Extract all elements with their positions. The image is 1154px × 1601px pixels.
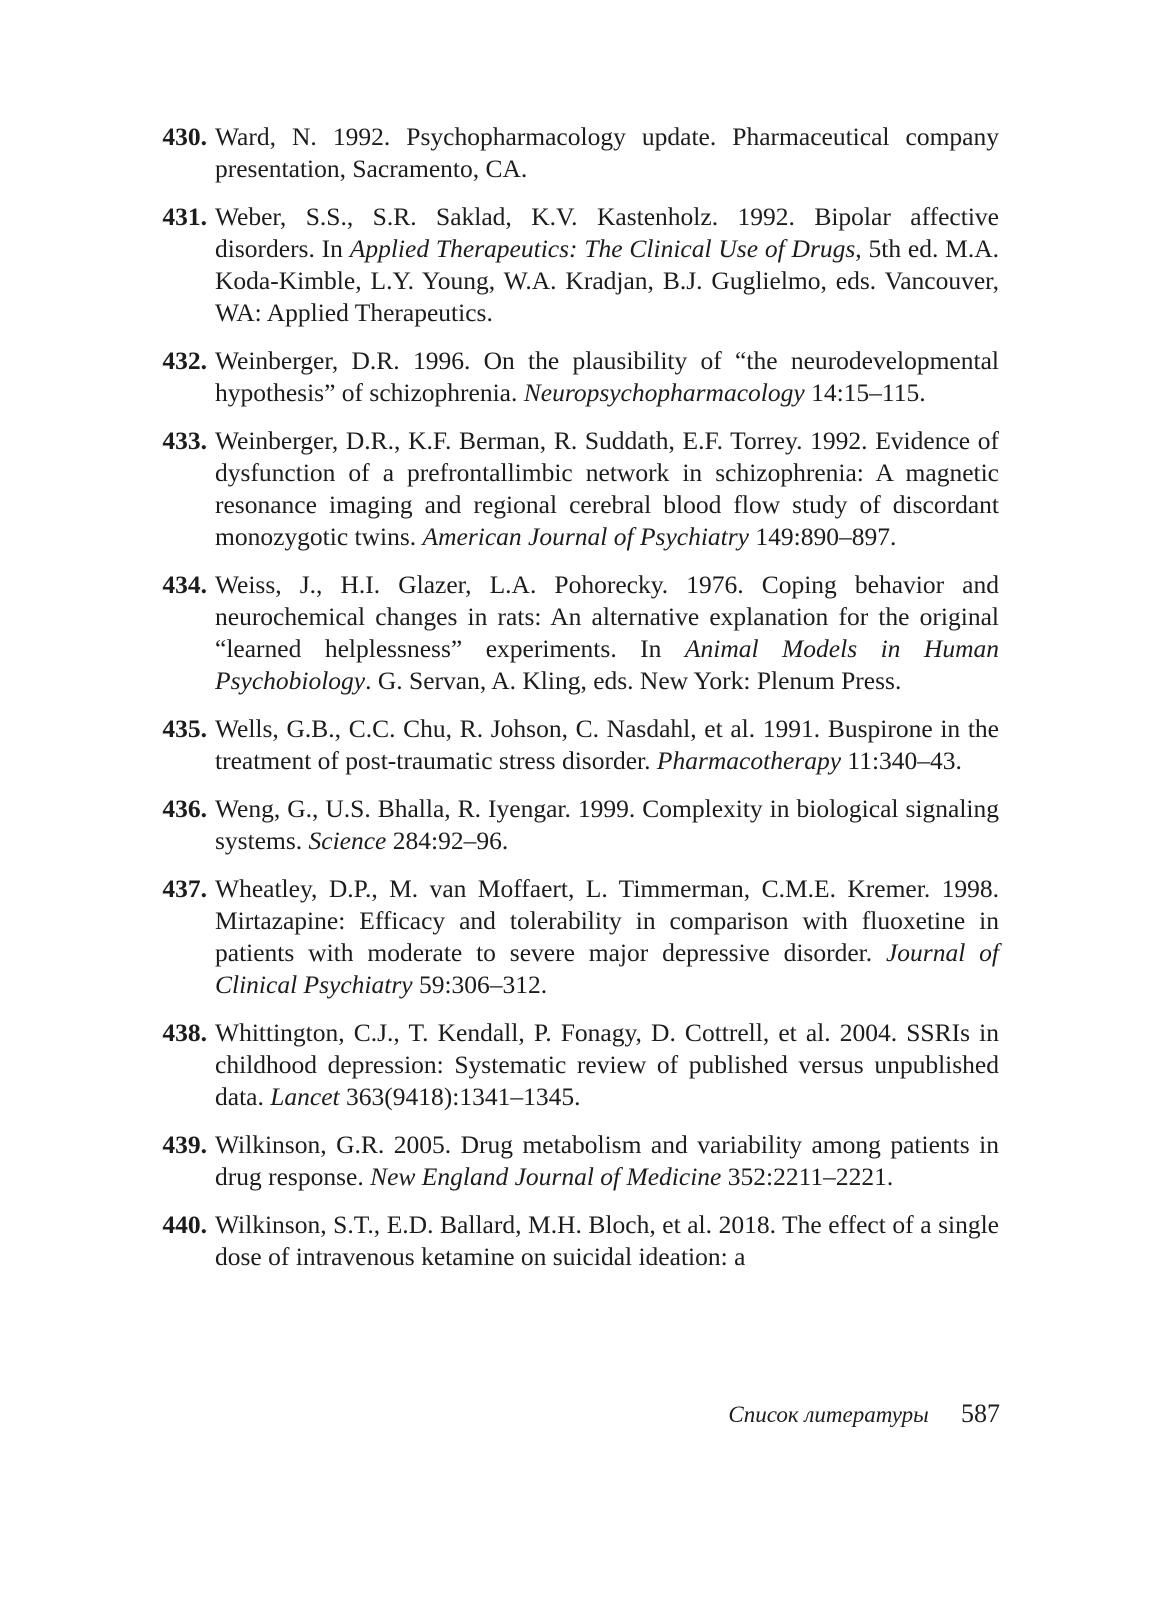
reference-entry [147, 713, 999, 777]
reference-text-segment: 363(9418):1341–1345. [339, 1082, 581, 1111]
reference-text-segment: Weinberger, D.R. 1996. On the plausibility of “the neurodevelopmental hypothesis” of schizophrenia. [215, 346, 999, 407]
running-title: Список литературы [728, 1402, 929, 1427]
reference-entry [147, 1017, 999, 1113]
reference-text-segment: Wilkinson, S.T., E.D. Ballard, M.H. Bloch, et al. 2018. The effect of a single dose of intravenous ketamine on suicidal ideation: a [215, 1210, 999, 1271]
reference-text-segment: 59:306–312. [412, 970, 548, 999]
reference-text [215, 713, 999, 777]
reference-text-segment: 352:2211–2221. [721, 1162, 894, 1191]
reference-text-segment: , 5th ed. M.A. Koda-Kimble, L.Y. Young, W.A. Kradjan, B.J. Guglielmo, eds. Vancouver, WA: Applied Therapeutics. [215, 234, 999, 327]
reference-source-title: Applied Therapeutics: The Clinical Use of Drugs [349, 234, 856, 263]
reference-text-segment: Wheatley, D.P., M. van Moffaert, L. Timmerman, C.M.E. Kremer. 1998. Mirtazapine: Efficacy and tolerability in comparison with fluoxetine in patients with moderate to severe major depressive disorder. [215, 874, 999, 967]
reference-number: 440. [162, 1210, 207, 1239]
reference-number: 433. [162, 426, 207, 455]
reference-text-segment: Weinberger, D.R., K.F. Berman, R. Suddath, E.F. Torrey. 1992. Evidence of dysfunction of a prefrontallimbic network in schizophrenia: A magnetic resonance imaging and regional cerebral blood flow study of discordant monozygotic twins. [215, 426, 999, 551]
reference-number: 436. [162, 794, 207, 823]
reference-text-segment: 149:890–897. [749, 522, 897, 551]
page-number: 587 [961, 1399, 1000, 1428]
reference-source-title: Lancet [270, 1082, 340, 1111]
reference-text-segment: 11:340–43. [841, 746, 962, 775]
reference-source-title: New England Journal of Medicine [370, 1162, 722, 1191]
reference-source-title: Journal of Clinical Psychiatry [215, 938, 999, 999]
reference-text-segment: Ward, N. 1992. Psychopharmacology update. Pharmaceutical company presentation, Sacramento, CA. [215, 122, 999, 183]
reference-entry [147, 793, 999, 857]
reference-entry [147, 1209, 999, 1273]
reference-number: 437. [162, 874, 207, 903]
reference-text-segment: 284:92–96. [386, 826, 509, 855]
reference-text [215, 873, 999, 1001]
reference-entry [147, 873, 999, 1001]
reference-text [215, 425, 999, 553]
reference-text [215, 1209, 999, 1273]
reference-source-title: Science [308, 826, 387, 855]
reference-number: 439. [162, 1130, 207, 1159]
reference-text-segment: Whittington, C.J., T. Kendall, P. Fonagy, D. Cottrell, et al. 2004. SSRIs in childhood depression: Systematic review of published versus unpublished data. [215, 1018, 999, 1111]
reference-number: 438. [162, 1018, 207, 1047]
reference-entry [147, 345, 999, 409]
reference-number: 435. [162, 714, 207, 743]
reference-text-segment: 14:15–115. [804, 378, 926, 407]
reference-list [147, 121, 999, 1289]
reference-text [215, 345, 999, 409]
reference-text-segment: . G. Servan, A. Kling, eds. New York: Plenum Press. [365, 666, 902, 695]
reference-text [215, 1129, 999, 1193]
reference-source-title: Neuropsychopharmacology [523, 378, 805, 407]
reference-text [215, 201, 999, 329]
reference-entry [147, 425, 999, 553]
reference-text-segment: Wilkinson, G.R. 2005. Drug metabolism and variability among patients in drug response. [215, 1130, 999, 1191]
reference-entry [147, 121, 999, 185]
reference-text-segment: Weiss, J., H.I. Glazer, L.A. Pohorecky. 1976. Coping behavior and neurochemical changes in rats: An alternative explanation for the original “learned helplessness” experiments. In [215, 570, 999, 663]
reference-number: 432. [162, 346, 207, 375]
reference-text-segment: Weng, G., U.S. Bhalla, R. Iyengar. 1999. Complexity in biological signaling systems. [215, 794, 999, 855]
reference-text [215, 793, 999, 857]
reference-entry [147, 201, 999, 329]
reference-source-title: American Journal of Psychiatry [422, 522, 750, 551]
reference-entry [147, 569, 999, 697]
reference-number: 434. [162, 570, 207, 599]
reference-text [215, 1017, 999, 1113]
reference-entry [147, 1129, 999, 1193]
reference-text-segment: Weber, S.S., S.R. Saklad, K.V. Kastenholz. 1992. Bipolar affective disorders. In [215, 202, 999, 263]
page-footer [600, 1398, 1000, 1431]
reference-text [215, 569, 999, 697]
reference-number: 430. [162, 122, 207, 151]
reference-source-title: Pharmacotherapy [656, 746, 842, 775]
reference-text [215, 121, 999, 185]
reference-source-title: Animal Models in Human Psychobiology [215, 634, 999, 695]
reference-number: 431. [162, 202, 207, 231]
reference-text-segment: Wells, G.B., C.C. Chu, R. Johson, C. Nasdahl, et al. 1991. Buspirone in the treatment of post-traumatic stress disorder. [215, 714, 999, 775]
